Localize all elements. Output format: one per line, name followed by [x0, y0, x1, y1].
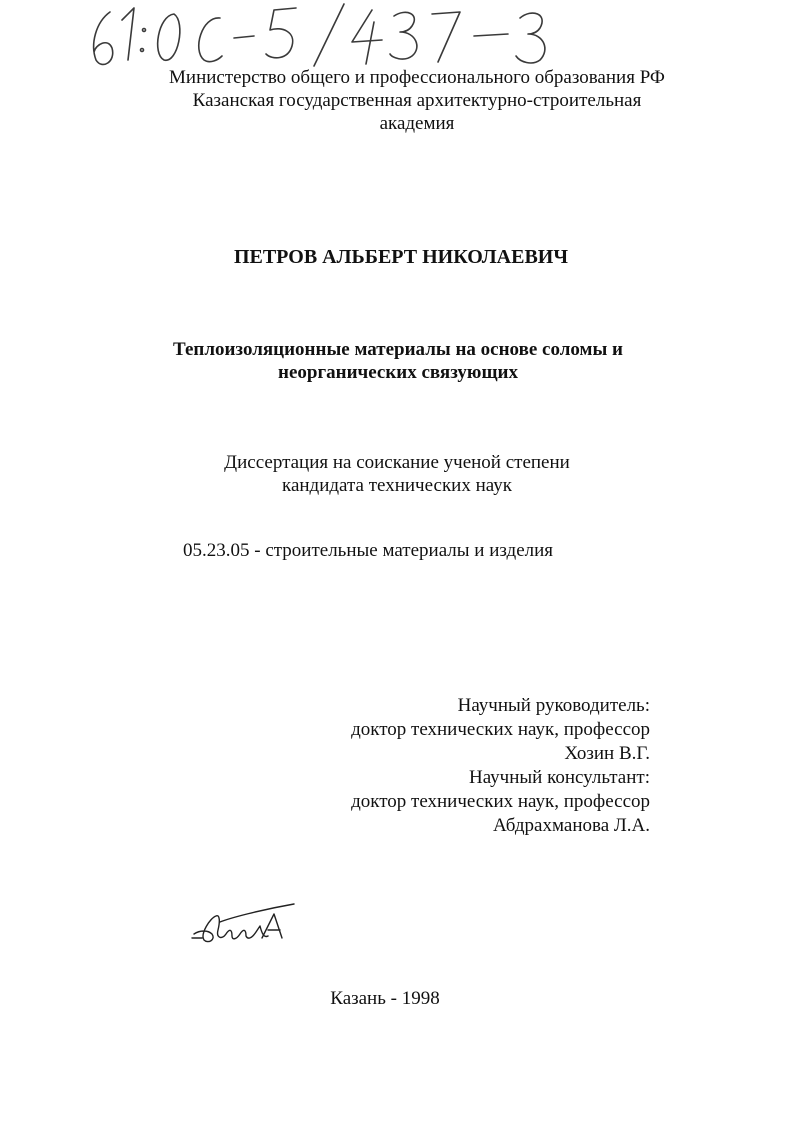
- supervisors-block: [351, 694, 650, 838]
- author-signature: [190, 900, 300, 952]
- institution-name-line1: Казанская государственная архитектурно-строительная: [192, 90, 642, 111]
- author-name: ПЕТРОВ АЛЬБЕРТ НИКОЛАЕВИЧ: [233, 246, 569, 268]
- degree-line1: Диссертация на соискание ученой степени: [224, 452, 570, 473]
- title-line2: неорганических связующих: [278, 362, 518, 383]
- specialty-code: 05.23.05 - строительные материалы и изделия: [183, 540, 554, 561]
- ministry-name: Министерство общего и профессионального образования РФ: [169, 67, 665, 88]
- advisor-name: Хозин В.Г.: [564, 743, 650, 764]
- degree-statement: [0, 451, 794, 497]
- consultant-name: Абдрахманова Л.А.: [492, 815, 650, 836]
- handwritten-archive-mark: [82, 0, 562, 70]
- advisor-title: доктор технических наук, профессор: [351, 719, 650, 740]
- city-year: Казань - 1998: [330, 988, 440, 1009]
- consultant-title: доктор технических наук, профессор: [351, 791, 650, 812]
- title-line1: Теплоизоляционные материалы на основе соломы и: [173, 339, 623, 360]
- institution-name-line2: академия: [379, 113, 455, 134]
- advisor-label: Научный руководитель:: [457, 695, 650, 716]
- degree-line2: кандидата технических наук: [282, 475, 512, 496]
- dissertation-title: [0, 338, 794, 384]
- consultant-label: Научный консультант:: [468, 767, 650, 788]
- institution-header: [0, 66, 794, 135]
